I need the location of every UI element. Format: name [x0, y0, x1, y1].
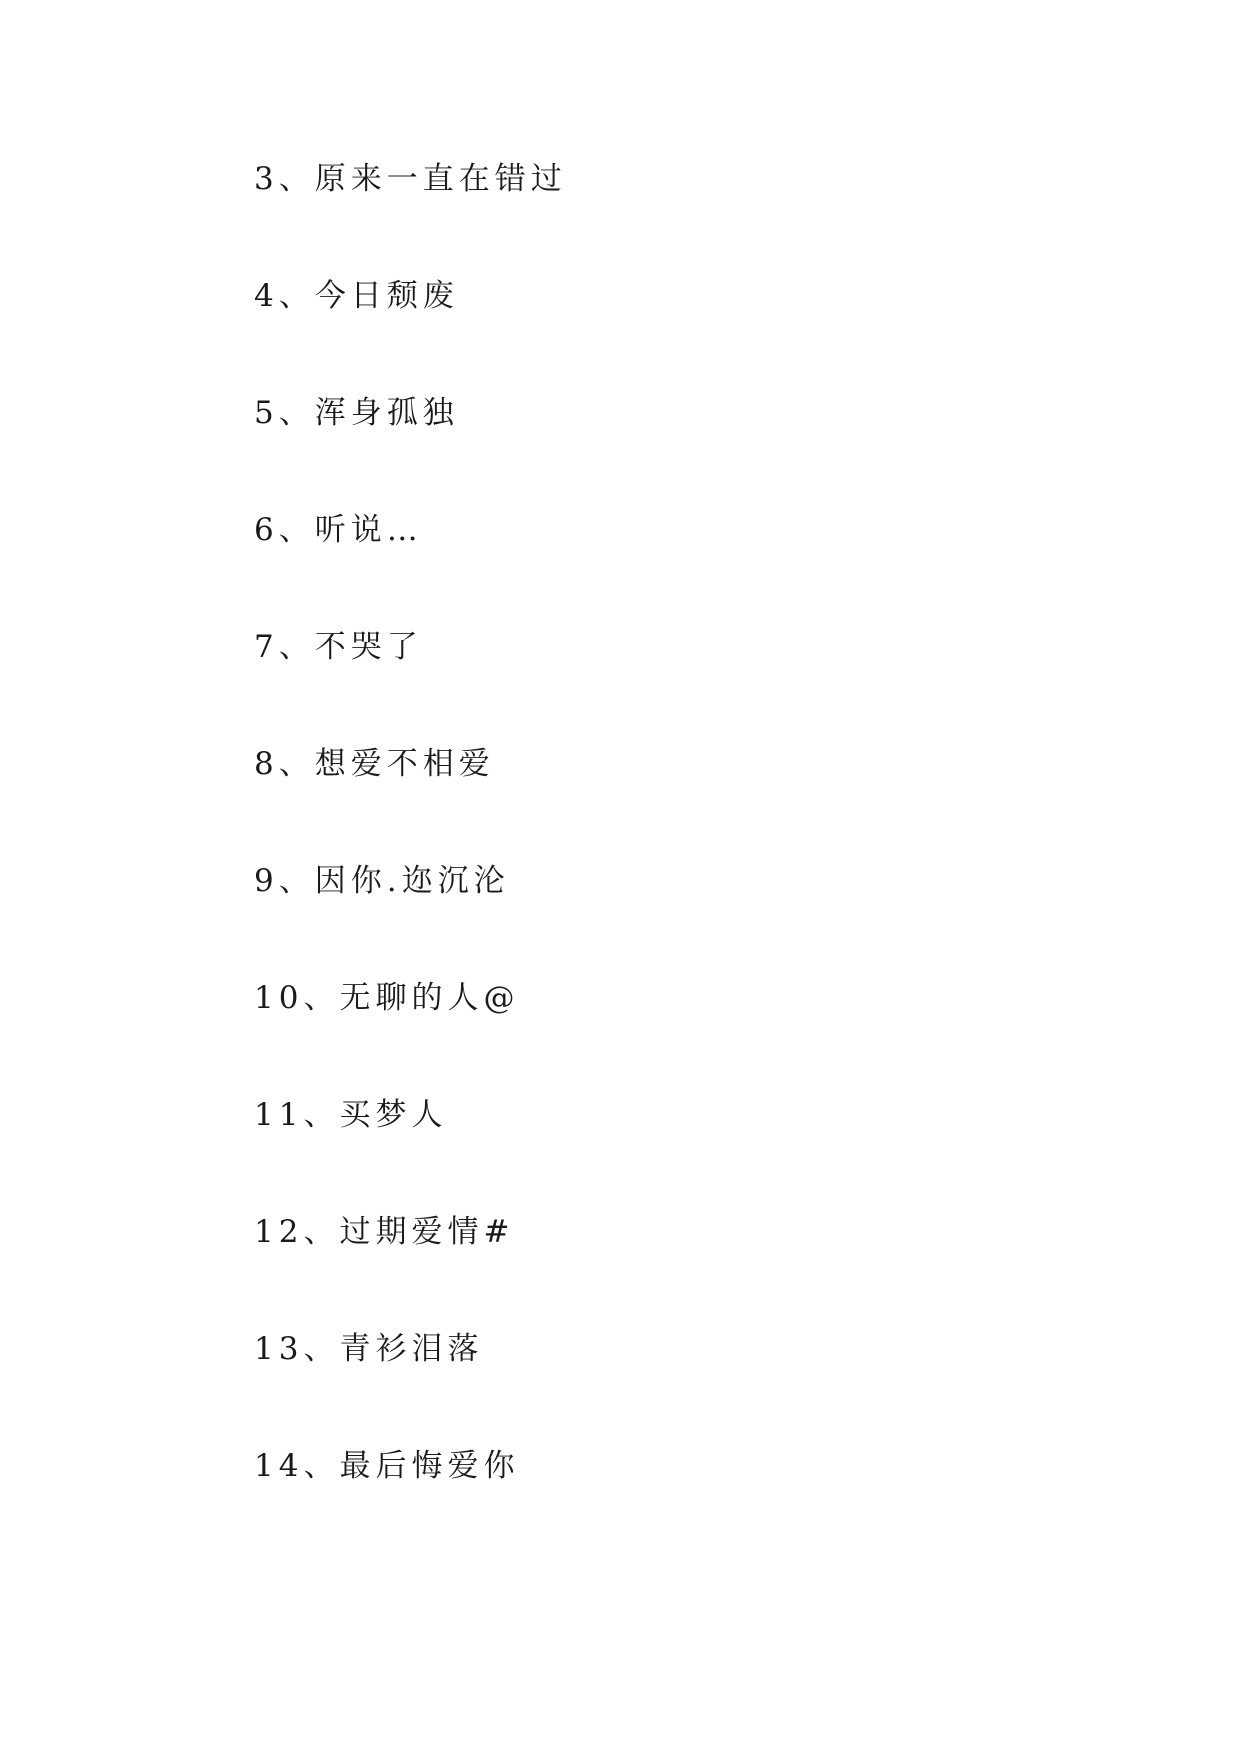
list-item: 6、听说…	[254, 512, 423, 548]
list-item: 9、因你.迩沉沦	[254, 863, 510, 899]
list-item: 3、原来一直在错过	[254, 161, 567, 197]
list-item: 10、无聊的人@	[254, 980, 520, 1016]
list-item: 14、最后悔爱你	[254, 1448, 520, 1484]
list-item: 5、浑身孤独	[254, 395, 459, 431]
list-item: 4、今日颓废	[254, 278, 459, 314]
list-item: 7、不哭了	[254, 629, 423, 665]
list-item: 13、青衫泪落	[254, 1331, 484, 1367]
list-item: 12、过期爱情#	[254, 1214, 515, 1250]
numbered-list	[254, 160, 567, 1564]
list-item: 8、想爱不相爱	[254, 746, 495, 782]
list-item: 11、买梦人	[254, 1097, 448, 1133]
